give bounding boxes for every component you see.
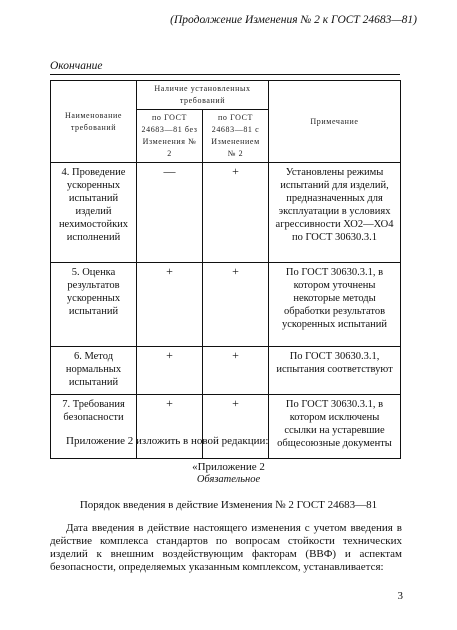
appendix-subtitle: Обязательное: [196, 474, 261, 485]
divider: [50, 74, 400, 75]
note-cell: По ГОСТ 30630.3.1, в котором уточнены некоторые методы обработки результатов ускоренных испытаний: [269, 263, 401, 347]
table-row: [51, 263, 401, 347]
requirement-cell: 6. Метод нормальных испытаний: [51, 347, 137, 395]
without-cell: +: [137, 263, 203, 347]
requirement-cell: 4. Проведение ускоренных испытаний изделий нехимостойких исполнений: [51, 163, 137, 263]
note-cell: По ГОСТ 30630.3.1, в котором исключены ссылки на устаревшие общесоюзные документы: [269, 395, 401, 459]
header-note: Примечание: [269, 81, 401, 163]
running-header: (Продолжение Изменения № 2 к ГОСТ 24683—81): [170, 14, 417, 26]
body-text: Дата введения в действие настоящего изменения с учетом введения в действие комплекса стандартов по вопросам стойкости технических изделий к внешним воздействующим факторам (ВВФ) и аспектам безопасности, определяемых указанным комплексом, устанавливается:: [50, 522, 402, 573]
with-cell: +: [203, 163, 269, 263]
with-cell: +: [203, 347, 269, 395]
order-title: Порядок введения в действие Изменения № 2 ГОСТ 24683—81: [79, 499, 378, 511]
with-cell: +: [203, 395, 269, 459]
requirement-cell: 7. Требования безопасности: [51, 395, 137, 459]
instruction-paragraph: Приложение 2 изложить в новой редакции:: [66, 435, 269, 447]
table-row: [51, 347, 401, 395]
header-gost-without: по ГОСТ 24683—81 без Изменения № 2: [137, 110, 203, 163]
header-presence: Наличие установленных требований: [137, 81, 269, 110]
page-number: 3: [397, 590, 403, 602]
table-row: [51, 163, 401, 263]
without-cell: +: [137, 395, 203, 459]
note-cell: Установлены режимы испытаний для изделий, предназначенных для эксплуатации в условиях агрессивности ХО2—ХО4 по ГОСТ 30630.3.1: [269, 163, 401, 263]
without-cell: —: [137, 163, 203, 263]
header-gost-with: по ГОСТ 24683—81 с Изменением № 2: [203, 110, 269, 163]
requirements-table: [50, 80, 401, 459]
header-requirement: Наименование требований: [51, 81, 137, 163]
note-cell: По ГОСТ 30630.3.1, испытания соответствуют: [269, 347, 401, 395]
appendix-title: «Приложение 2: [192, 461, 265, 473]
section-label: Окончание: [50, 60, 103, 72]
requirement-cell: 5. Оценка результатов ускоренных испытаний: [51, 263, 137, 347]
body-paragraph: [50, 522, 402, 574]
table-row: [51, 395, 401, 459]
with-cell: +: [203, 263, 269, 347]
without-cell: +: [137, 347, 203, 395]
